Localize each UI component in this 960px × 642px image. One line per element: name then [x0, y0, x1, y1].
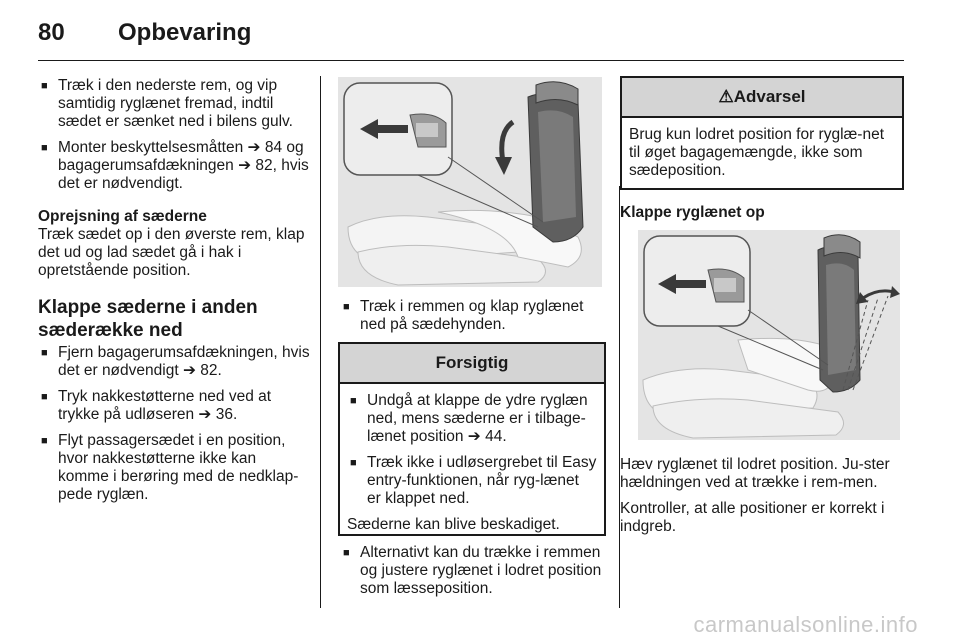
column-left: [38, 77, 310, 512]
warning-text: Brug kun lodret position for ryglæ-net til øget bagagemængde, ikke som sædeposition.: [629, 126, 885, 179]
column-middle-bottom: [340, 544, 604, 606]
list-item: ■ Træk i remmen og klap ryglænet ned på sædehynden.: [340, 298, 602, 334]
warning-title: Advarsel: [733, 87, 806, 106]
list-item: ■ Flyt passagersædet i en position, hvor nakkestøtterne ikke kan komme i berøring med de nedklap-pede ryglæn.: [38, 432, 310, 504]
section-heading-upright: Oprejsning af sæderne: [38, 208, 207, 225]
warning-box: [620, 76, 904, 190]
column-right: [620, 200, 902, 222]
caution-note: Sæderne kan blive beskadiget.: [347, 516, 560, 533]
warning-icon: ⚠: [718, 87, 734, 106]
list-item: ■ Træk ikke i udløsergrebet til Easy entry-funktionen, når ryg-lænet er klappet ned.: [347, 454, 597, 508]
section-heading-fold: Klappe sæderne i anden sæderække ned: [38, 297, 258, 341]
column-middle: [340, 298, 602, 342]
list-item: ■ Tryk nakkestøtterne ned ved at trykke på udløseren ➔ 36.: [38, 388, 310, 424]
list-item: ■ Fjern bagagerumsafdækningen, hvis det er nødvendigt ➔ 82.: [38, 344, 310, 380]
column-right-bottom: [620, 456, 902, 544]
section-heading-fold-up: Klappe ryglænet op: [620, 204, 765, 221]
warning-title-row: [622, 78, 902, 118]
list-item: ■ Alternativt kan du trække i remmen og justere ryglænet i lodret position som læsseposition.: [340, 544, 604, 598]
fold-up-paragraph-2: Kontroller, at alle positioner er korrekt i indgreb.: [620, 500, 885, 535]
seat-fold-illustration: [338, 77, 602, 287]
list-item: ■ Undgå at klappe de ydre ryglæn ned, mens sæderne er i tilbage-lænet position ➔ 44.: [347, 392, 597, 446]
page-number: 80: [38, 19, 65, 46]
list-item: ■ Træk i den nederste rem, og vip samtidig ryglænet fremad, indtil sædet er sænket ned i bilens gulv.: [38, 77, 310, 131]
column-divider-1: [320, 76, 321, 608]
list-item: ■ Monter beskyttelsesmåtten ➔ 84 og bagagerumsafdækningen ➔ 82, hvis det er nødvendigt.: [38, 139, 310, 193]
column-divider-2: [619, 186, 620, 608]
page-header: [38, 14, 904, 54]
fold-up-paragraph-1: Hæv ryglænet til lodret position. Ju-ster hældningen ved at trække i rem-men.: [620, 456, 890, 491]
seat-raise-illustration: [638, 230, 900, 440]
watermark: carmanualsonline.info: [693, 612, 918, 637]
caution-title: Forsigtig: [340, 344, 604, 384]
caution-box: [338, 342, 606, 536]
header-rule: [38, 60, 904, 61]
page-title: Opbevaring: [118, 19, 252, 46]
upright-paragraph: Træk sædet op i den øverste rem, klap det ud og lad sædet gå i hak i opretstående position.: [38, 226, 305, 279]
